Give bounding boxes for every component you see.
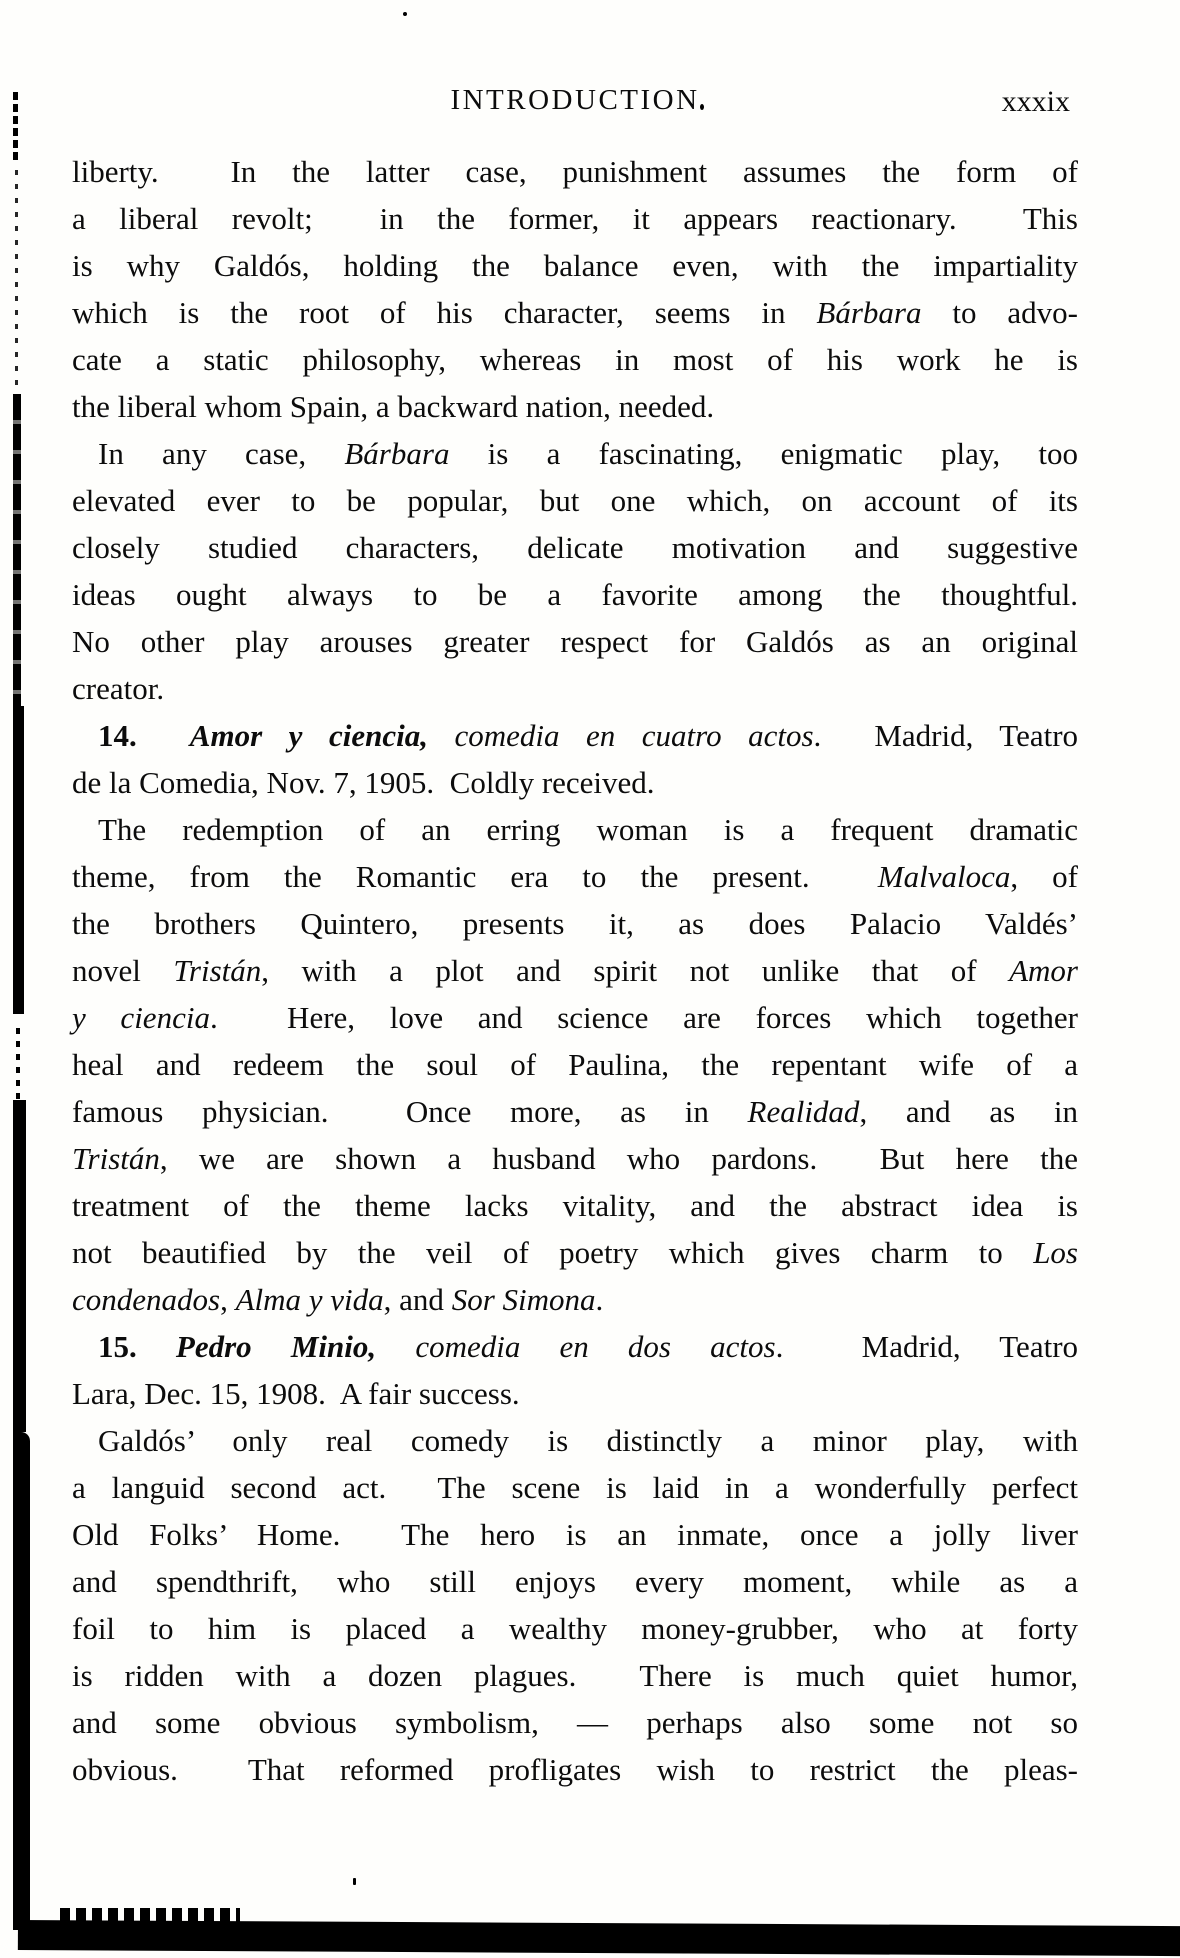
text-segment: and spendthrift, who still enjoys every moment, while as a [72, 1564, 1078, 1599]
text-line [72, 1417, 1078, 1464]
text-segment: novel [72, 953, 174, 988]
text-segment: Los [1033, 1235, 1078, 1270]
paragraph [72, 1417, 1078, 1793]
text-segment: to advo- [921, 295, 1078, 330]
scan-speck [700, 104, 704, 110]
text-line [72, 383, 1078, 430]
text-segment [137, 718, 190, 753]
text-segment: liberty. In the latter case, punishment assumes the form of [72, 154, 1078, 189]
text-line [72, 759, 1078, 806]
text-line [72, 195, 1078, 242]
paragraph [72, 148, 1078, 430]
text-line [72, 712, 1078, 759]
text-line [72, 430, 1078, 477]
text-line [72, 853, 1078, 900]
text-segment: comedia en dos actos [415, 1329, 776, 1364]
scan-speck [353, 1878, 356, 1885]
text-segment: Amor y ciencia, [189, 718, 428, 753]
running-head [72, 84, 1078, 128]
text-line [72, 336, 1078, 383]
text-segment: Galdós’ only real comedy is distinctly a minor play, with [98, 1423, 1078, 1458]
text-segment: heal and redeem the soul of Paulina, the repentant wife of a [72, 1047, 1078, 1082]
binding-shadow-artifact [13, 92, 18, 164]
text-line [72, 524, 1078, 571]
text-segment: Malvaloca [877, 859, 1011, 894]
text-line [72, 1370, 1078, 1417]
text-segment: famous physician. Once more, as in [72, 1094, 748, 1129]
text-segment: and some obvious symbolism, — perhaps also some not so [72, 1705, 1078, 1740]
text-segment: comedia en cuatro actos [454, 718, 814, 753]
text-segment [428, 718, 455, 753]
text-segment: is a fascinating, enigmatic play, too [449, 436, 1078, 471]
text-line [72, 1323, 1078, 1370]
text-segment [137, 1329, 176, 1364]
text-segment: y ciencia [72, 1000, 210, 1035]
text-segment: the brothers Quintero, presents it, as does Palacio Valdés’ [72, 906, 1078, 941]
text-segment: No other play arouses greater respect for Galdós as an original [72, 624, 1078, 659]
text-segment: . Madrid, Teatro [775, 1329, 1079, 1364]
paragraph [72, 1323, 1078, 1417]
scan-bottom-bar-artifact [18, 1920, 1180, 1956]
text-line [72, 1558, 1078, 1605]
text-segment: , we are shown a husband who pardons. But here the [159, 1141, 1078, 1176]
text-line [72, 1605, 1078, 1652]
text-segment: the liberal whom Spain, a backward nation, needed. [72, 389, 715, 424]
text-segment: is ridden with a dozen plagues. There is much quiet humor, [72, 1658, 1078, 1693]
text-line [72, 665, 1078, 712]
text-line [72, 900, 1078, 947]
text-segment: is why Galdós, holding the balance even, with the impartiality [72, 248, 1078, 283]
text-segment: a liberal revolt; in the former, it appears reactionary. This [72, 201, 1078, 236]
text-line [72, 571, 1078, 618]
text-segment [376, 1329, 415, 1364]
text-line [72, 242, 1078, 289]
text-line [72, 1276, 1078, 1323]
text-line [72, 1652, 1078, 1699]
text-line [72, 1511, 1078, 1558]
text-line [72, 947, 1078, 994]
text-segment: Alma y vida [235, 1282, 384, 1317]
binding-shadow-artifact [13, 706, 24, 1014]
text-line [72, 289, 1078, 336]
text-segment: closely studied characters, delicate motivation and suggestive [72, 530, 1078, 565]
text-segment: de la Comedia, Nov. 7, 1905. Coldly received. [72, 765, 655, 800]
text-line [72, 1699, 1078, 1746]
text-segment: , with a plot and spirit not unlike that of [261, 953, 1010, 988]
paragraph [72, 430, 1078, 712]
scan-bottom-bar-artifact [60, 1908, 240, 1922]
page-body [72, 148, 1078, 1793]
text-segment: condenados [72, 1282, 221, 1317]
text-segment: Realidad [747, 1094, 860, 1129]
text-segment: , of [1010, 859, 1078, 894]
text-segment: Tristán [173, 953, 262, 988]
page-title: INTRODUCTION [450, 84, 700, 116]
binding-shadow-artifact [13, 1432, 30, 1930]
text-segment: 14. [98, 718, 137, 753]
paragraph [72, 712, 1078, 806]
binding-shadow-artifact [16, 1028, 20, 1100]
text-line [72, 1464, 1078, 1511]
text-segment: ideas ought always to be a favorite among the thoughtful. [72, 577, 1078, 612]
text-segment: Old Folks’ Home. The hero is an inmate, once a jolly liver [72, 1517, 1078, 1552]
text-segment: a languid second act. The scene is laid in a wonderfully perfect [72, 1470, 1078, 1505]
text-line [72, 1088, 1078, 1135]
text-segment: which is the root of his character, seems in [72, 295, 817, 330]
text-segment: , [220, 1282, 236, 1317]
scan-speck [403, 12, 407, 16]
text-segment: Bárbara [344, 436, 450, 471]
text-line [72, 806, 1078, 853]
text-line [72, 1746, 1078, 1793]
text-line [72, 618, 1078, 665]
text-segment: Amor [1009, 953, 1078, 988]
page-number: xxxix [1001, 85, 1070, 118]
text-segment: theme, from the Romantic era to the present. [72, 859, 878, 894]
text-segment: elevated ever to be popular, but one which, on account of its [72, 483, 1078, 518]
text-segment: , and as in [859, 1094, 1078, 1129]
text-line [72, 1041, 1078, 1088]
binding-shadow-artifact [13, 1100, 26, 1432]
paragraph [72, 806, 1078, 1323]
text-segment: creator. [72, 671, 165, 706]
text-segment: cate a static philosophy, whereas in most of his work he is [72, 342, 1078, 377]
text-segment: The redemption of an erring woman is a frequent dramatic [98, 812, 1078, 847]
text-segment: In any case, [98, 436, 345, 471]
text-segment: foil to him is placed a wealthy money-grubber, who at forty [72, 1611, 1078, 1646]
text-segment: . Here, love and science are forces which together [209, 1000, 1078, 1035]
text-segment: not beautified by the veil of poetry which gives charm to [72, 1235, 1034, 1270]
text-segment: treatment of the theme lacks vitality, and the abstract idea is [72, 1188, 1078, 1223]
text-segment: Lara, Dec. 15, 1908. A fair success. [72, 1376, 520, 1411]
text-segment: . Madrid, Teatro [813, 718, 1079, 753]
text-line [72, 1182, 1078, 1229]
text-segment: . [595, 1282, 604, 1317]
text-line [72, 1135, 1078, 1182]
text-segment: Bárbara [816, 295, 922, 330]
text-segment: Sor Simona [451, 1282, 596, 1317]
text-line [72, 477, 1078, 524]
text-segment: 15. [98, 1329, 137, 1364]
binding-shadow-artifact [15, 170, 18, 388]
binding-shadow-artifact [13, 394, 21, 706]
text-segment: Pedro Minio, [175, 1329, 377, 1364]
text-segment: , and [383, 1282, 452, 1317]
text-line [72, 994, 1078, 1041]
text-line [72, 1229, 1078, 1276]
text-segment: obvious. That reformed profligates wish to restrict the pleas- [72, 1752, 1078, 1787]
text-segment: Tristán [72, 1141, 160, 1176]
text-line [72, 148, 1078, 195]
